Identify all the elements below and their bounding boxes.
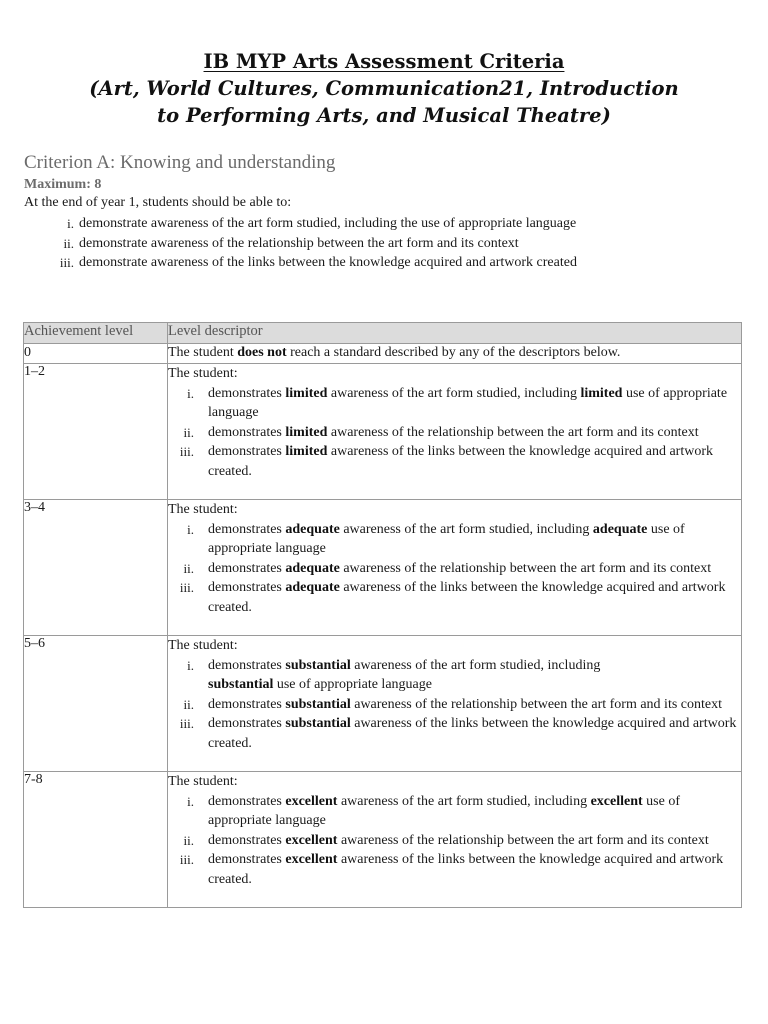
objective-number: ii. (63, 235, 74, 251)
item-number: ii. (183, 560, 194, 576)
descriptor-item: ii. demonstrates adequate awareness of the relationship between the art form and its context (168, 559, 741, 579)
level-cell: 0 (24, 344, 168, 364)
level-cell: 3–4 (24, 500, 168, 636)
item-number: i. (187, 793, 194, 809)
level-cell: 7-8 (24, 772, 168, 908)
descriptor-text: reach a standard described by any of the descriptors below. (286, 345, 621, 360)
item-number: iii. (179, 852, 194, 867)
descriptor-item: iii. demonstrates adequate awareness of the links between the knowledge acquired and artwork created. (168, 578, 741, 617)
objective-text: demonstrate awareness of the relationship between the art form and its context (79, 235, 519, 251)
header-level-descriptor: Level descriptor (168, 323, 742, 344)
item-number: ii. (183, 424, 194, 440)
table-row (24, 364, 742, 500)
objective-text: demonstrate awareness of the art form studied, including the use of appropriate language (79, 216, 577, 231)
descriptor-item: ii. demonstrates excellent awareness of the relationship between the art form and its context (168, 831, 741, 851)
item-number: ii. (183, 696, 194, 712)
objective-item (24, 253, 724, 273)
level-cell: 1–2 (24, 364, 168, 500)
descriptor-cell (168, 344, 742, 364)
table-header-row (24, 323, 742, 344)
header-achievement-level: Achievement level (24, 323, 168, 344)
table-row (24, 344, 742, 364)
descriptor-item: i. demonstrates excellent awareness of the art form studied, including excellent use of appropriate language (168, 792, 741, 831)
item-number: iii. (179, 716, 194, 731)
descriptor-cell (168, 636, 742, 772)
criterion-maximum: Maximum: 8 (24, 177, 102, 192)
descriptor-item: iii. demonstrates excellent awareness of the links between the knowledge acquired and artwork created. (168, 850, 741, 889)
objective-text: demonstrate awareness of the links between the knowledge acquired and artwork created (79, 255, 577, 270)
descriptor-lead: The student: (168, 638, 238, 653)
descriptor-cell (168, 364, 742, 500)
descriptor-lead: The student: (168, 366, 238, 381)
descriptor-item: i. demonstrates substantial awareness of the art form studied, including substantial use of appropriate language (168, 656, 741, 695)
objective-number: iii. (59, 255, 74, 270)
descriptor-lead: The student: (168, 502, 238, 517)
objectives-list (24, 214, 724, 273)
objective-item (24, 234, 724, 254)
criterion-intro: At the end of year 1, students should be able to: (24, 195, 292, 210)
criterion-heading: Criterion A: Knowing and understanding (24, 152, 336, 173)
achievement-table (23, 322, 742, 908)
table-row (24, 636, 742, 772)
objective-item (24, 214, 724, 234)
item-number: iii. (179, 444, 194, 459)
table-row (24, 500, 742, 636)
descriptor-item: iii. demonstrates substantial awareness of the links between the knowledge acquired and artwork created. (168, 714, 741, 753)
descriptor-item: ii. demonstrates limited awareness of the relationship between the art form and its context (168, 423, 741, 443)
item-number: i. (187, 521, 194, 537)
descriptor-emphasis: does not (237, 345, 287, 360)
descriptor-item: i. demonstrates limited awareness of the art form studied, including limited use of appropriate language (168, 384, 741, 423)
descriptor-lead: The student: (168, 774, 238, 789)
descriptor-item: i. demonstrates adequate awareness of the art form studied, including adequate use of appropriate language (168, 520, 741, 559)
title-line-3: to Performing Arts, and Musical Theatre) (157, 104, 611, 127)
objective-number: i. (67, 216, 74, 231)
item-number: i. (187, 385, 194, 401)
descriptor-cell (168, 772, 742, 908)
title-line-1: IB MYP Arts Assessment Criteria (203, 50, 565, 73)
descriptor-text: The student (168, 345, 238, 360)
item-number: iii. (179, 580, 194, 595)
title-line-2: (Art, World Cultures, Communication21, Introduction (89, 77, 679, 100)
descriptor-cell (168, 500, 742, 636)
item-number: i. (187, 657, 194, 673)
document-title (0, 48, 768, 129)
item-number: ii. (183, 832, 194, 848)
table-row (24, 772, 742, 908)
descriptor-item: iii. demonstrates limited awareness of the links between the knowledge acquired and artwork created. (168, 442, 741, 481)
descriptor-item: ii. demonstrates substantial awareness of the relationship between the art form and its context (168, 695, 741, 715)
level-cell: 5–6 (24, 636, 168, 772)
